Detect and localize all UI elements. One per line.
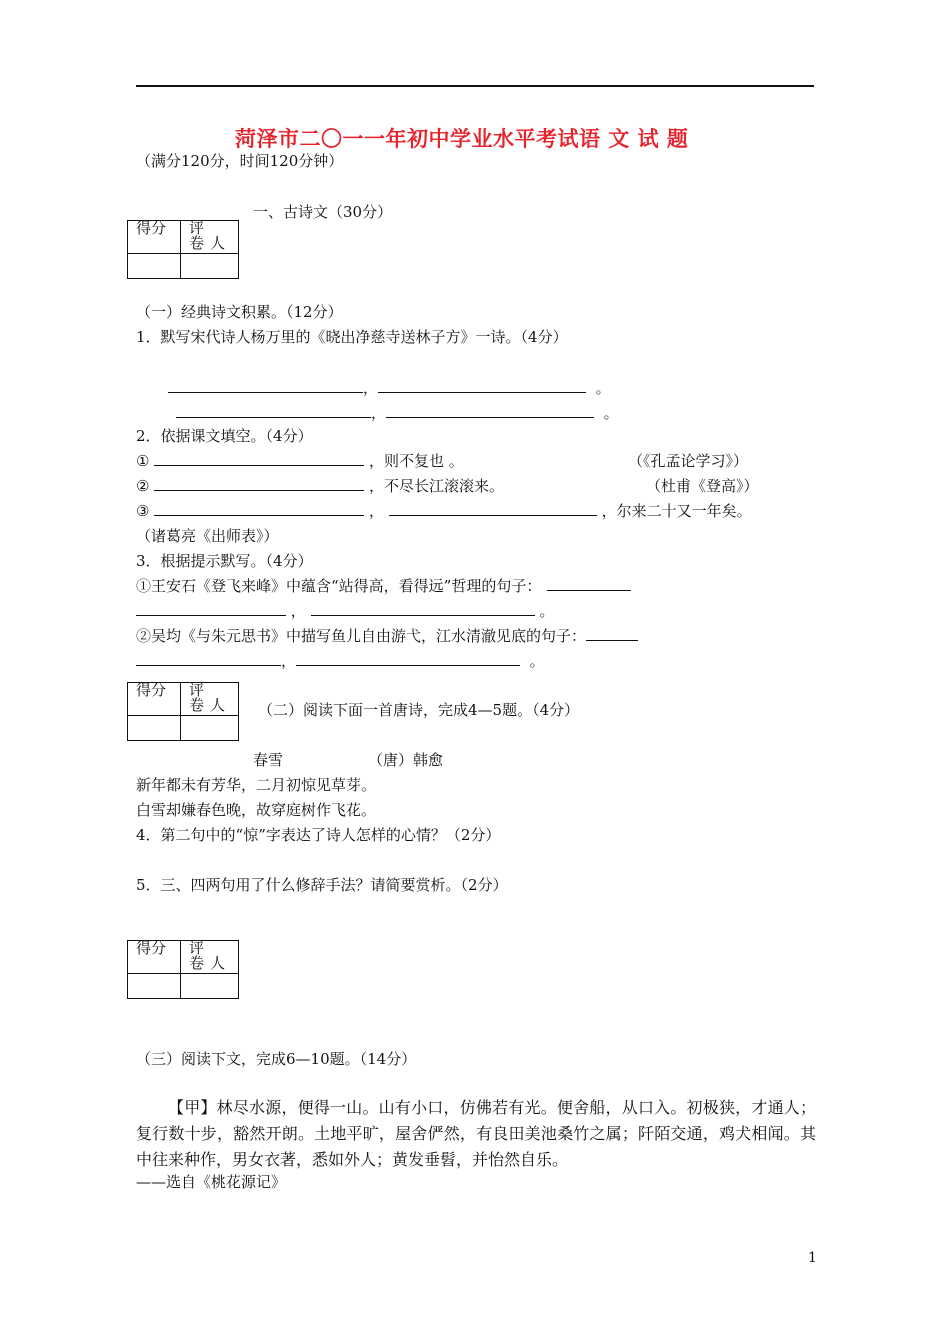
answer-blank[interactable] bbox=[136, 601, 286, 616]
item-text: ，则不复也 。 bbox=[369, 452, 464, 470]
item-text: ②吴均《与朱元思书》中描写鱼儿自由游弋，江水清澈见底的句子： bbox=[136, 627, 587, 645]
grader-cell[interactable] bbox=[181, 716, 239, 741]
q3-item-1 bbox=[136, 576, 631, 596]
q1-answer-line-1 bbox=[168, 378, 611, 398]
item-text: ，尔来二十又一年矣。 bbox=[601, 502, 752, 520]
item-number: ③ bbox=[136, 502, 150, 520]
grader-label: 评 卷人 bbox=[181, 221, 239, 254]
q3-item-2 bbox=[136, 626, 638, 646]
score-box-1 bbox=[127, 220, 239, 279]
item-text: ，不尽长江滚滚来。 bbox=[369, 477, 505, 495]
poem-line-1: 新年都未有芳华，二月初惊见草芽。 bbox=[136, 776, 377, 794]
answer-blank[interactable] bbox=[168, 378, 363, 393]
question-5: 5．三、四两句用了什么修辞手法？请简要赏析。（2分） bbox=[136, 876, 508, 894]
section-heading-1: 一、古诗文（30分） bbox=[253, 203, 393, 221]
answer-blank[interactable] bbox=[136, 651, 281, 666]
exam-info: （满分120分，时间120分钟） bbox=[136, 152, 344, 170]
score-box-2 bbox=[127, 682, 239, 741]
answer-blank[interactable] bbox=[386, 403, 594, 418]
score-label: 得分 bbox=[128, 221, 181, 254]
punct: 。 bbox=[603, 404, 619, 422]
q3-item-1-line-2 bbox=[136, 601, 554, 621]
q2-item-2 bbox=[136, 476, 504, 496]
answer-blank[interactable] bbox=[547, 576, 631, 591]
punct: 。 bbox=[595, 379, 611, 397]
poem-author: （唐）韩愈 bbox=[368, 751, 444, 769]
score-cell[interactable] bbox=[128, 254, 181, 279]
punct: ， bbox=[363, 379, 379, 397]
grader-cell[interactable] bbox=[181, 974, 239, 999]
q2-source-1: （《孔孟论学习》） bbox=[628, 452, 749, 470]
part1-heading: （一）经典诗文积累。（12分） bbox=[136, 303, 343, 321]
q2-item-3 bbox=[136, 501, 752, 521]
punct: 。 bbox=[529, 652, 545, 670]
punct: ， bbox=[369, 502, 385, 520]
q3-item-2-line-2 bbox=[136, 651, 545, 671]
poem-title: 春雪 bbox=[253, 751, 284, 769]
header-rule bbox=[136, 85, 814, 87]
punct: 。 bbox=[539, 602, 555, 620]
passage-label: 【甲】 bbox=[168, 1098, 217, 1117]
grader-cell[interactable] bbox=[181, 254, 239, 279]
grader-label: 评 卷人 bbox=[181, 941, 239, 974]
question-3: 3．根据提示默写。（4分） bbox=[136, 552, 313, 570]
part2-heading: （二）阅读下面一首唐诗，完成4—5题。（4分） bbox=[258, 701, 580, 719]
answer-blank[interactable] bbox=[311, 601, 535, 616]
score-label: 得分 bbox=[128, 941, 181, 974]
question-1: 1．默写宋代诗人杨万里的《晓出净慈寺送林子方》一诗。（4分） bbox=[136, 328, 568, 346]
punct: ， bbox=[281, 652, 297, 670]
answer-blank[interactable] bbox=[154, 476, 364, 491]
score-cell[interactable] bbox=[128, 716, 181, 741]
punct: ， bbox=[371, 404, 387, 422]
item-number: ② bbox=[136, 477, 150, 495]
score-box-3 bbox=[127, 940, 239, 999]
item-text: ①王安石《登飞来峰》中蕴含“站得高，看得远”哲理的句子： bbox=[136, 577, 542, 595]
score-label: 得分 bbox=[128, 683, 181, 716]
page-title: 菏泽市二〇一一年初中学业水平考试语 文 试 题 bbox=[235, 126, 689, 151]
answer-blank[interactable] bbox=[154, 451, 364, 466]
question-2: 2．依据课文填空。（4分） bbox=[136, 427, 313, 445]
q1-answer-line-2 bbox=[176, 403, 619, 423]
answer-blank[interactable] bbox=[389, 501, 597, 516]
poem-line-2: 白雪却嫌春色晚，故穿庭树作飞花。 bbox=[136, 801, 377, 819]
q2-item-1 bbox=[136, 451, 464, 471]
page-number: 1 bbox=[808, 1250, 817, 1266]
passage-jia bbox=[136, 1095, 816, 1173]
answer-blank[interactable] bbox=[296, 651, 520, 666]
passage-text: 林尽水源，便得一山。山有小口，仿佛若有光。便舍船，从口入。初极狭，才通人；复行数十步，豁然开朗。土地平旷，屋舍俨然，有良田美池桑竹之属；阡陌交通，鸡犬相闻。其中往来种作，男女衣著，悉如外人；黄发垂髫，并怡然自乐。 bbox=[136, 1098, 816, 1169]
question-4: 4．第二句中的“惊”字表达了诗人怎样的心情？（2分） bbox=[136, 826, 501, 844]
q2-source-2: （杜甫《登高》） bbox=[646, 477, 759, 495]
item-number: ① bbox=[136, 452, 150, 470]
passage-source: ——选自《桃花源记》 bbox=[136, 1173, 287, 1191]
answer-blank[interactable] bbox=[586, 626, 638, 641]
punct: ， bbox=[290, 602, 306, 620]
answer-blank[interactable] bbox=[378, 378, 586, 393]
part3-heading: （三）阅读下文，完成6—10题。（14分） bbox=[136, 1050, 417, 1068]
q2-source-3: （诸葛亮《出师表》） bbox=[136, 527, 279, 545]
answer-blank[interactable] bbox=[154, 501, 364, 516]
answer-blank[interactable] bbox=[176, 403, 371, 418]
grader-label: 评 卷人 bbox=[181, 683, 239, 716]
score-cell[interactable] bbox=[128, 974, 181, 999]
